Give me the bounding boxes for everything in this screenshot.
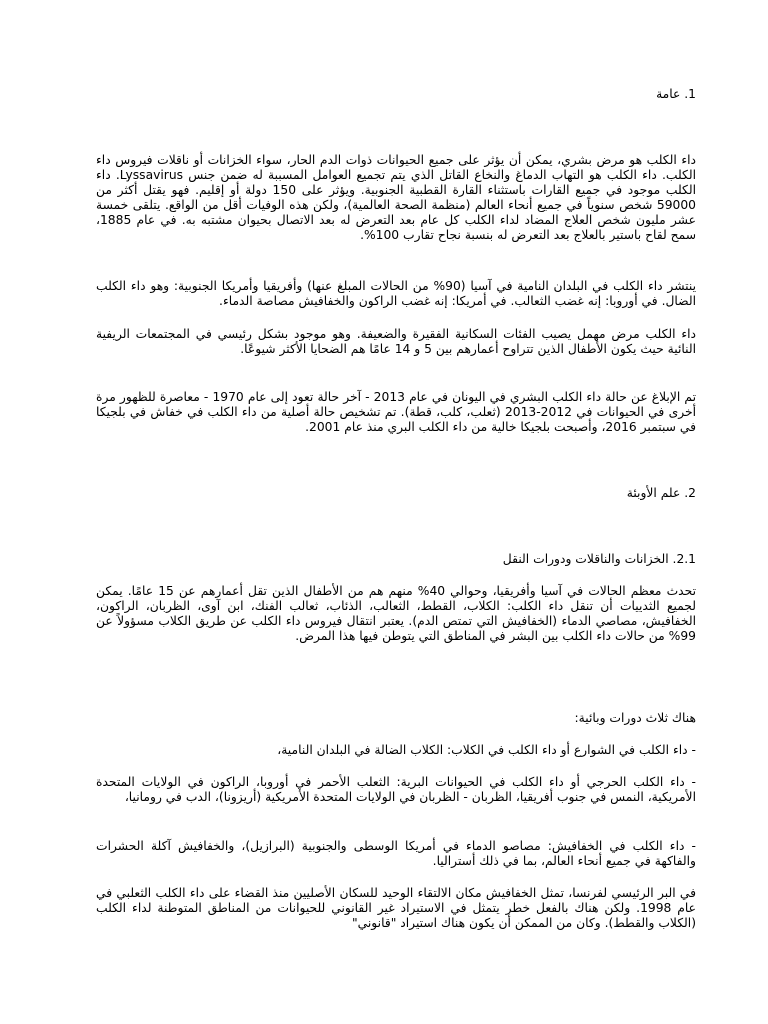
- subsection-heading-reservoirs: 2.1. الخزانات والناقلات ودورات النقل: [502, 552, 696, 566]
- section-heading-general: 1. عامة: [656, 87, 696, 101]
- intro-paragraph-1: داء الكلب هو مرض بشري، يمكن أن يؤثر على جميع الحيوانات ذوات الدم الحار، سواء الخزانات أو ناقلات فيروس داء الكلب. داء الكلب هو التهاب الدماغ والنخاع القاتل الذي يتم تجميع العوامل المسببة له ضمن جنس Lyssavirus. داء الكلب موجود في جميع القارات باستثناء القارة القطبية الجنوبية. ويؤثر على 150 دولة أو إقليم. فهو يقتل أكثر من 59000 شخص سنوياً في جميع أنحاء العالم (منظمة الصحة العالمية)، ولكن هذه الوفيات أقل من الواقع. يتلقى خمسة عشر مليون شخص العلاج المضاد لداء الكلب كل عام بعد التعرض له بعد الاتصال بحيوان مشتبه به. في عام 1885، سمح لقاح باستير بالعلاج بعد التعرض له بنسبة نجاح تقارب 100%.: [96, 153, 696, 242]
- document-page: [96, 0, 696, 1024]
- closing-paragraph: في البر الرئيسي لفرنسا، تمثل الخفافيش مكان الالتقاء الوحيد للسكان الأصليين منذ القضاء على داء الكلب الثعلبي في عام 1998. ولكن هناك بالفعل خطر يتمثل في الاستيراد غير القانوني للحيوانات من المناطق المتوطنة لداء الكلب (الكلاب والقطط). وكان من الممكن أن يكون هناك استيراد "قانوني": [96, 886, 696, 930]
- cycle-item-wildlife: - داء الكلب الحرجي أو داء الكلب في الحيوانات البرية: الثعلب الأحمر في أوروبا، الراكون في الولايات المتحدة الأمريكية، النمس في جنوب أفريقيا، الظربان - الظربان في الولايات المتحدة الأمريكية (أريزونا)، الدب في رومانيا،: [96, 775, 696, 804]
- intro-paragraph-4: تم الإبلاغ عن حالة داء الكلب البشري في اليونان في عام 2013 - آخر حالة تعود إلى عام 1970 - معاصرة للظهور مرة أخرى في الحيوانات في 2012-2013 (ثعلب، كلب، قطة). تم تشخيص حالة أصلية من داء الكلب في خفاش في بلجيكا في سبتمبر 2016، وأصبحت بلجيكا خالية من داء الكلب البري منذ عام 2001.: [96, 390, 696, 434]
- cycles-intro: هناك ثلاث دورات وبائية:: [574, 711, 696, 725]
- cycle-item-dogs: - داء الكلب في الشوارع أو داء الكلب في الكلاب: الكلاب الضالة في البلدان النامية،: [277, 743, 696, 757]
- intro-paragraph-3: داء الكلب مرض مهمل يصيب الفئات السكانية الفقيرة والضعيفة. وهو موجود بشكل رئيسي في المجتمعات الريفية النائية حيث يكون الأطفال الذين تتراوح أعمارهم بين 5 و 14 عامًا هم الضحايا الأكثر شيوعًا.: [96, 327, 696, 356]
- section-heading-epidemiology: 2. علم الأوبئة: [626, 486, 696, 500]
- intro-paragraph-2: ينتشر داء الكلب في البلدان النامية في آسيا (90% من الحالات المبلغ عنها) وأفريقيا وأمريكا الجنوبية: وهو داء الكلب الضال. في أوروبا: إنه غضب الثعالب. في أمريكا: إنه غضب الراكون والخفافيش مصاصة الدماء.: [96, 279, 697, 308]
- reservoirs-paragraph: تحدث معظم الحالات في آسيا وأفريقيا، وحوالي 40% منهم هم من الأطفال الذين تقل أعمارهم عن 15 عامًا. يمكن لجميع الثدييات أن تنقل داء الكلب: الكلاب، القطط، الثعالب، الذئاب، ثعالب الفنك، ابن آوى، الظربان، الراكون، الخفافيش، مصاصي الدماء (الخفافيش التي تمتص الدم). يعتبر انتقال فيروس داء الكلب عن طريق الكلاب مسؤولاً عن 99% من حالات داء الكلب بين البشر في المناطق التي يتوطن فيها هذا المرض.: [96, 584, 696, 643]
- cycle-item-bats: - داء الكلب في الخفافيش: مصاصو الدماء في أمريكا الوسطى والجنوبية (البرازيل)، والخفافيش آكلة الحشرات والفاكهة في جميع أنحاء العالم، بما في ذلك أستراليا.: [96, 839, 696, 868]
